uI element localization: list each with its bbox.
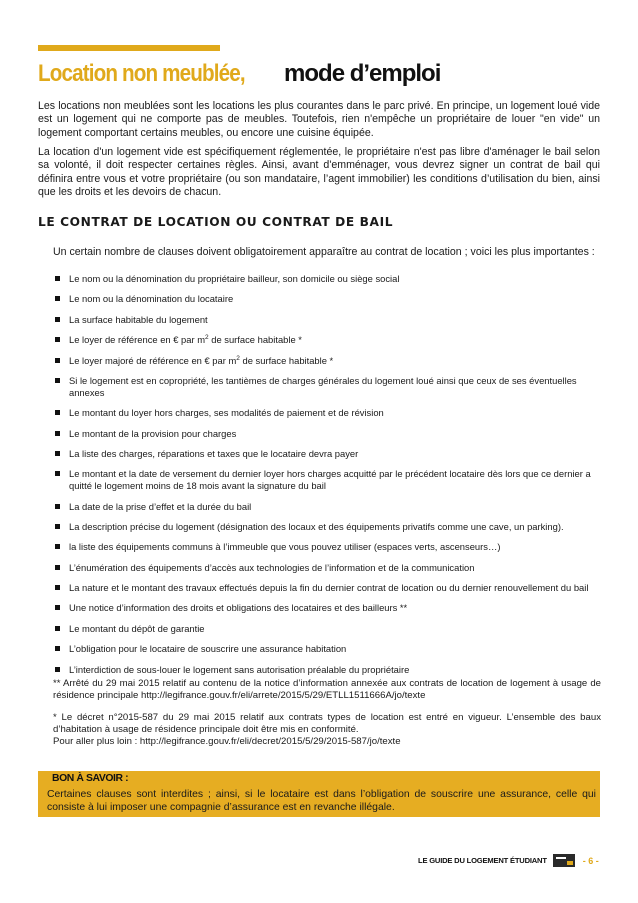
tip-box	[38, 771, 600, 817]
clause-text: L’interdiction de sous-louer le logement sans autorisation préalable du propriétaire	[69, 663, 410, 675]
square-bullet-icon	[55, 276, 60, 281]
list-item	[53, 541, 601, 553]
square-bullet-icon	[55, 544, 60, 549]
list-item	[53, 355, 601, 367]
intro-paragraph-1: Les locations non meublées sont les locations les plus courantes dans le parc privé. En principe, un logement loué vide est un logement qui ne comporte pas de meubles. Toutefois, rien n'empêche un propriétaire de louer "en vide" un logement comportant certains meubles, ou encore une cuisine équipée.	[38, 100, 600, 139]
clause-suffix: de surface habitable *	[208, 334, 302, 346]
square-bullet-icon	[55, 524, 60, 529]
square-bullet-icon	[55, 646, 60, 651]
list-item	[53, 643, 601, 655]
footnote-arrete: ** Arrêté du 29 mai 2015 relatif au contenu de la notice d’information annexée aux contrats de location de logement à usage de résidence principale http://legifrance.gouv.fr/eli/arrete/2015/5/29/ETLL1511666A/jo/texte	[53, 678, 601, 702]
list-item	[53, 334, 601, 346]
superscript: 2	[236, 354, 240, 362]
clause-text: Le montant du dépôt de garantie	[69, 622, 205, 634]
list-item	[53, 501, 601, 513]
clause-text: la liste des équipements communs à l’immeuble que vous pouvez utiliser (espaces verts, ascenseurs…)	[69, 541, 501, 553]
publisher-logo-icon	[553, 854, 575, 867]
tip-text: Certaines clauses sont interdites ; ainsi, si le locataire est dans l’obligation de souscrire une assurance, celle qui consiste à lui imposer une compagnie d’assurance est en revanche illégale.	[47, 789, 596, 814]
clause-text: Le nom ou la dénomination du locataire	[69, 293, 234, 305]
square-bullet-icon	[55, 585, 60, 590]
clause-text: La nature et le montant des travaux effectués depuis la fin du dernier contrat de location ou du dernier renouvellement du bail	[69, 582, 589, 594]
clause-text: La description précise du logement (désignation des locaux et des équipements privatifs comme une cave, un parking).	[69, 520, 564, 532]
clause-text: Le loyer majoré de référence en € par m	[69, 354, 237, 366]
square-bullet-icon	[55, 504, 60, 509]
list-item	[53, 293, 601, 305]
clause-text: La surface habitable du logement	[69, 313, 208, 325]
page-number: - 6 -	[582, 855, 599, 866]
list-item	[53, 273, 601, 285]
footnote-decret	[53, 712, 601, 749]
clause-text: Le montant du loyer hors charges, ses modalités de paiement et de révision	[69, 407, 384, 419]
square-bullet-icon	[55, 667, 60, 672]
tip-title: BON À SAVOIR :	[52, 773, 129, 784]
clause-text: Le loyer de référence en € par m	[69, 334, 206, 346]
list-item	[53, 521, 601, 533]
square-bullet-icon	[55, 431, 60, 436]
clause-text: Une notice d’information des droits et obligations des locataires et des bailleurs **	[69, 602, 408, 614]
square-bullet-icon	[55, 410, 60, 415]
clause-text: La date de la prise d’effet et la durée du bail	[69, 500, 252, 512]
superscript: 2	[205, 334, 209, 342]
footer-guide-label: LE GUIDE DU LOGEMENT ÉTUDIANT	[418, 856, 547, 865]
section-lead: Un certain nombre de clauses doivent obligatoirement apparaître au contrat de location ; voici les plus importantes :	[53, 246, 595, 258]
list-item	[53, 375, 601, 399]
list-item	[53, 314, 601, 326]
logo-accent	[567, 861, 573, 865]
square-bullet-icon	[55, 378, 60, 383]
square-bullet-icon	[55, 358, 60, 363]
section-title: LE CONTRAT DE LOCATION OU CONTRAT DE BAIL	[38, 215, 394, 229]
page-title-rest: mode d’emploi	[284, 60, 441, 87]
square-bullet-icon	[55, 605, 60, 610]
clause-text: La liste des charges, réparations et taxes que le locataire devra payer	[69, 447, 359, 459]
page-title-highlight: Location non meublée,	[38, 60, 245, 87]
clause-text: Si le logement est en copropriété, les tantièmes de charges générales du logement loué ainsi que ceux de ses éventuelles annexes	[69, 374, 577, 398]
clause-text: Le montant et la date de versement du dernier loyer hors charges acquitté par le précédent locataire dès lors que ce dernier a quitté le logement moins de 18 mois avant la signature du bail	[69, 468, 591, 492]
list-item	[53, 582, 601, 594]
square-bullet-icon	[55, 317, 60, 322]
list-item	[53, 562, 601, 574]
list-item	[53, 448, 601, 460]
list-item	[53, 428, 601, 440]
logo-stroke	[556, 857, 566, 859]
clause-text: L’énumération des équipements d’accès aux technologies de l’information et de la communication	[69, 561, 475, 573]
clause-list	[53, 273, 601, 684]
clause-text: Le nom ou la dénomination du propriétaire bailleur, son domicile ou siège social	[69, 273, 400, 284]
square-bullet-icon	[55, 626, 60, 631]
clause-text: Le montant de la provision pour charges	[69, 427, 237, 439]
square-bullet-icon	[55, 451, 60, 456]
header-accent-bar	[38, 45, 220, 51]
list-item	[53, 602, 601, 614]
square-bullet-icon	[55, 565, 60, 570]
intro-paragraph-2: La location d'un logement vide est spécifiquement réglementée, le propriétaire n'est pas libre d'aménager le bail selon sa volonté, il doit respecter certaines règles. Ainsi, avant d'emménager, vous devrez signer un contrat de bail qui définira entre vous et votre propriétaire (ou son mandataire, l’agent immobilier) les conditions d’utilisation du bien, ainsi que les droits et les devoirs de chacun.	[38, 146, 600, 199]
clause-text: L’obligation pour le locataire de souscrire une assurance habitation	[69, 643, 347, 655]
list-item	[53, 407, 601, 419]
further-reading-link[interactable]: Pour aller plus loin : http://legifrance.gouv.fr/eli/decret/2015/5/29/2015-587/jo/texte	[53, 736, 401, 748]
page-title	[38, 59, 440, 89]
page-footer	[418, 854, 599, 867]
footnote-decret-text: * Le décret n°2015-587 du 29 mai 2015 relatif aux contrats types de location est entré en vigueur. L’ensemble des baux d’habitation à usage de résidence principale doit être mis en conformité.	[53, 712, 601, 736]
square-bullet-icon	[55, 337, 60, 342]
list-item	[53, 664, 601, 676]
list-item	[53, 468, 601, 492]
square-bullet-icon	[55, 296, 60, 301]
square-bullet-icon	[55, 471, 60, 476]
list-item	[53, 623, 601, 635]
clause-suffix: de surface habitable *	[239, 354, 334, 366]
